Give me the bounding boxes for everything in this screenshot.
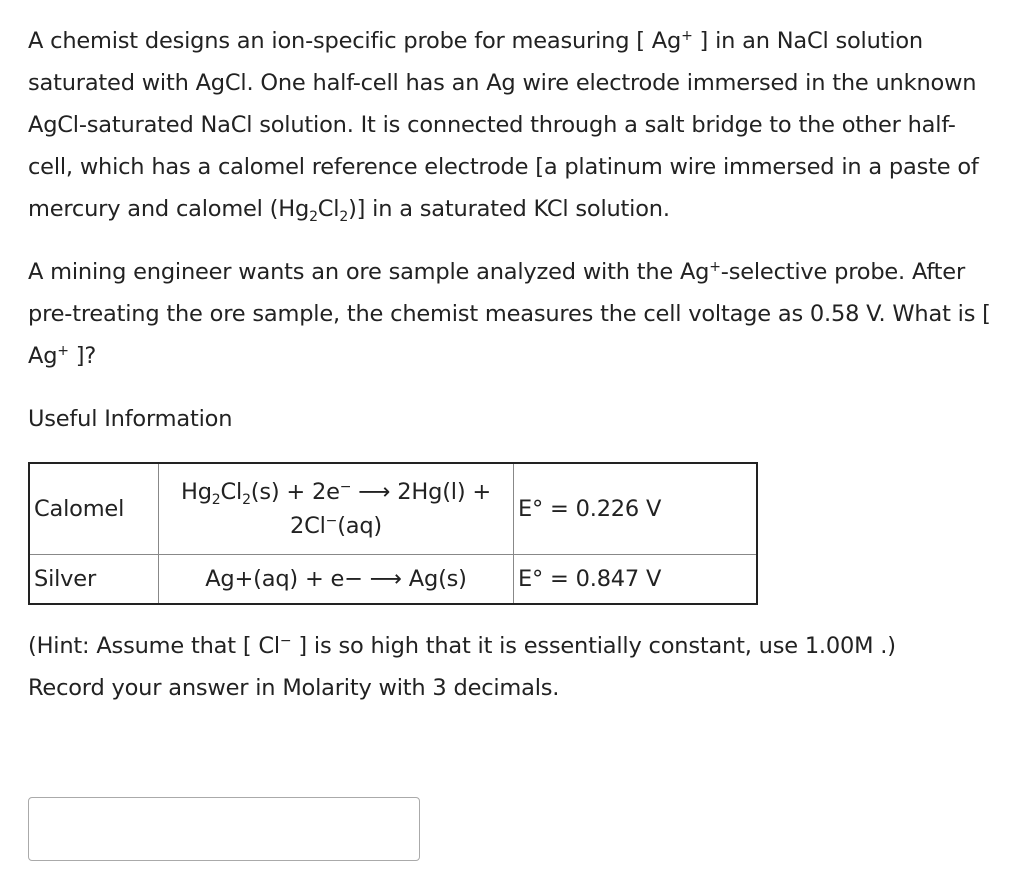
electrode-name: Silver xyxy=(29,555,159,605)
text: Cl xyxy=(220,479,243,505)
hint-text xyxy=(28,625,998,667)
standard-potential: E° = 0.226 V xyxy=(514,463,758,555)
question-body xyxy=(28,20,998,709)
superscript: + xyxy=(57,343,69,359)
text: ] in an NaCl solution saturated with AgCl. One half-cell has an Ag wire electrode immersed in the unknown AgCl-saturated NaCl solution. It is connected through a salt bridge to the other half-cell, which has a calomel reference electrode [a platinum wire immersed in a paste of mercury and calomel (Hg xyxy=(28,28,979,222)
instruction-text: Record your answer in Molarity with 3 decimals. xyxy=(28,675,560,701)
reference-table xyxy=(28,462,758,605)
text: Cl xyxy=(317,196,340,222)
superscript: − xyxy=(339,479,352,495)
subscript: 2 xyxy=(211,492,221,508)
text: (Hint: Assume that [ Cl xyxy=(28,633,280,659)
text: (s) + 2e xyxy=(250,479,340,505)
half-reaction xyxy=(159,463,514,555)
subscript: 2 xyxy=(242,492,251,508)
table-row xyxy=(29,555,757,605)
subscript: 2 xyxy=(309,209,318,225)
text: A chemist designs an ion-specific probe for measuring [ Ag xyxy=(28,28,682,54)
superscript: + xyxy=(709,259,721,275)
text: A mining engineer wants an ore sample analyzed with the Ag xyxy=(28,259,710,285)
text: Hg xyxy=(180,479,212,505)
text: ] is so high that it is essentially constant, use 1.00M .) xyxy=(291,633,896,659)
text: )] in a saturated KCl solution. xyxy=(348,196,670,222)
problem-paragraph xyxy=(28,20,998,230)
superscript: − xyxy=(279,633,292,649)
useful-info-heading: Useful Information xyxy=(28,406,233,432)
text: ]? xyxy=(68,343,97,369)
electrode-name: Calomel xyxy=(29,463,159,555)
superscript: − xyxy=(325,513,338,529)
superscript: + xyxy=(681,28,693,44)
text: ⟶ 2Hg(l) + 2Cl xyxy=(289,479,492,539)
answer-input[interactable] xyxy=(28,797,420,861)
subscript: 2 xyxy=(339,209,349,225)
half-reaction: Ag+(aq) + e− ⟶ Ag(s) xyxy=(159,555,514,605)
standard-potential: E° = 0.847 V xyxy=(514,555,758,605)
table-row xyxy=(29,463,757,555)
question-paragraph xyxy=(28,251,998,377)
text: -selective probe. After pre-treating the ore sample, the chemist measures the cell voltage as 0.58 V. What is [ Ag xyxy=(28,259,991,369)
text: (aq) xyxy=(337,513,383,539)
